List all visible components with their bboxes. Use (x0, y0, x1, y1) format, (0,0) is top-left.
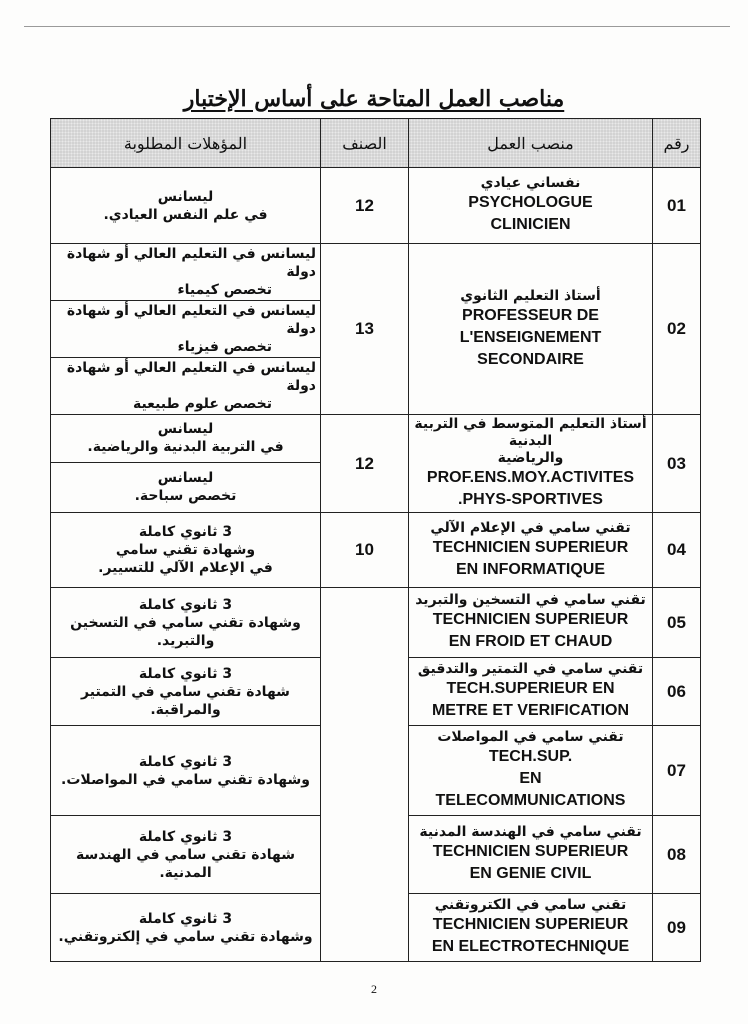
position-ar: نفساني عيادي (480, 175, 581, 191)
table-row (51, 588, 701, 658)
qualification-line: ليسانس في التعليم العالي أو شهادة دولة (66, 303, 316, 337)
qualification-cell (51, 244, 321, 301)
qualification-line: 3 ثانوي كاملة (138, 665, 233, 682)
position-fr-line: TECHNICIEN SUPERIEUR (432, 538, 629, 556)
qualification-line: تخصص فيزياء (177, 339, 272, 355)
position-ar: أستاذ التعليم الثانوي (460, 287, 601, 304)
qualification-line: في التربية البدنية والرياضية. (87, 439, 284, 456)
position-cell (409, 513, 653, 588)
qualification-line: شهادة تقني سامي في الهندسة المدنية. (76, 846, 295, 881)
top-rule (24, 26, 730, 27)
grade-cell: 10 (321, 513, 409, 588)
position-ar: تقني سامي في التسخين والتبريد (415, 592, 646, 608)
position-fr-line: EN ELECTROTECHNIQUE (431, 938, 630, 955)
qualification-line: شهادة تقني سامي في التمتير والمراقبة. (81, 683, 290, 718)
qualification-line: في الإعلام الآلي للتسيير. (98, 560, 273, 576)
position-ar: تقني سامي في الهندسة المدنية (419, 824, 642, 840)
position-cell (409, 726, 653, 816)
position-cell (409, 816, 653, 894)
table-row (51, 415, 701, 463)
qualification-line: 3 ثانوي كاملة (138, 828, 233, 845)
position-cell (409, 244, 653, 415)
qualification-cell (51, 726, 321, 816)
position-fr-line: PSYCHOLOGUE (468, 194, 593, 211)
qualification-cell (51, 358, 321, 415)
position-fr-line: .PHYS-SPORTIVES (458, 491, 603, 508)
grade-cell: 13 (321, 244, 409, 415)
qualification-line: 3 ثانوي كاملة (138, 910, 233, 927)
qualification-line: وشهادة تقني سامي في إلكتروتقني. (58, 928, 313, 945)
qualification-cell (51, 513, 321, 588)
position-fr-line: TECH.SUPERIEUR EN (446, 680, 615, 697)
page-title: مناصب العمل المتاحة على أساس الإختبار (183, 86, 565, 112)
table-row (51, 513, 701, 588)
header-grade: الصنف (321, 119, 409, 168)
position-ar: تقني سامي في الإعلام الآلي (430, 519, 631, 536)
position-cell (409, 168, 653, 244)
qualification-line: ليسانس في التعليم العالي أو شهادة دولة (66, 360, 316, 394)
position-ar-line: والرياضية (497, 450, 564, 466)
qualification-line: تخصص سباحة. (134, 488, 237, 505)
row-number: 07 (653, 726, 701, 816)
position-ar: تقني سامي في التمتير والتدقيق (417, 661, 644, 677)
qualification-cell (51, 658, 321, 726)
position-fr-line: TECHNICIEN SUPERIEUR (432, 843, 629, 860)
header-position: منصب العمل (409, 119, 653, 168)
position-cell (409, 658, 653, 726)
position-ar: تقني سامي في الكتروتقني (434, 897, 627, 913)
qualification-cell (51, 462, 321, 512)
position-fr-line: TECH.SUP. (488, 748, 573, 765)
position-fr-line: CLINICIEN (490, 216, 571, 233)
grade-cell: 12 (321, 415, 409, 513)
qualification-line: 3 ثانوي كاملة (138, 753, 233, 770)
qualification-line: وشهادة تقني سامي في المواصلات. (61, 771, 310, 788)
position-fr-line: PROFESSEUR DE (462, 306, 599, 324)
row-number: 04 (653, 513, 701, 588)
position-fr-line: EN FROID ET CHAUD (448, 633, 613, 650)
position-cell (409, 894, 653, 962)
position-cell (409, 415, 653, 513)
table-header-row (51, 119, 701, 168)
qualification-line: ليسانس (157, 421, 214, 438)
header-num: رقم (653, 119, 701, 168)
qualification-cell (51, 415, 321, 463)
jobs-table (50, 118, 701, 962)
row-number: 08 (653, 816, 701, 894)
position-fr-line: TECHNICIEN SUPERIEUR (432, 611, 629, 628)
qualification-line: وشهادة تقني سامي في التسخين (70, 614, 301, 631)
grade-cell-empty (321, 588, 409, 962)
row-number: 09 (653, 894, 701, 962)
qualification-cell (51, 816, 321, 894)
row-number: 02 (653, 244, 701, 415)
position-fr-line: TELECOMMUNICATIONS (435, 792, 626, 809)
qualification-line: ليسانس (157, 470, 214, 487)
qualification-line: تخصص كيمياء (177, 282, 272, 298)
qualification-line: ليسانس (157, 188, 214, 205)
qualification-line: 3 ثانوي كاملة (138, 524, 233, 540)
table-row (51, 244, 701, 301)
qualification-line: والتبريد. (156, 632, 215, 649)
position-fr-line: L'ENSEIGNEMENT (459, 328, 602, 346)
row-number: 03 (653, 415, 701, 513)
position-fr-line: PROF.ENS.MOY.ACTIVITES (426, 469, 635, 486)
position-fr-line: EN GENIE CIVIL (469, 865, 592, 882)
qualification-cell (51, 168, 321, 244)
position-ar: تقني سامي في المواصلات (437, 729, 624, 745)
table-row (51, 168, 701, 244)
position-fr-line: SECONDAIRE (477, 350, 584, 368)
qualification-line: تخصص علوم طبيعية (132, 396, 272, 412)
qualification-cell (51, 588, 321, 658)
position-fr-line: METRE ET VERIFICATION (431, 702, 630, 719)
qualification-line: 3 ثانوي كاملة (138, 596, 233, 613)
position-fr-line: EN (519, 770, 542, 787)
page-number: 2 (371, 982, 377, 996)
position-fr-line: TECHNICIEN SUPERIEUR (432, 916, 629, 933)
row-number: 01 (653, 168, 701, 244)
position-ar-line: أستاذ التعليم المتوسط في التربية البدنية (414, 416, 647, 449)
header-qualifications: المؤهلات المطلوبة (51, 119, 321, 168)
qualification-cell (51, 301, 321, 358)
row-number: 06 (653, 658, 701, 726)
row-number: 05 (653, 588, 701, 658)
grade-cell: 12 (321, 168, 409, 244)
position-cell (409, 588, 653, 658)
position-fr-line: EN INFORMATIQUE (455, 560, 606, 578)
qualification-cell (51, 894, 321, 962)
qualification-line: ليسانس في التعليم العالي أو شهادة دولة (66, 246, 316, 280)
qualification-line: في علم النفس العيادي. (103, 206, 268, 223)
qualification-line: وشهادة تقني سامي (115, 542, 256, 558)
